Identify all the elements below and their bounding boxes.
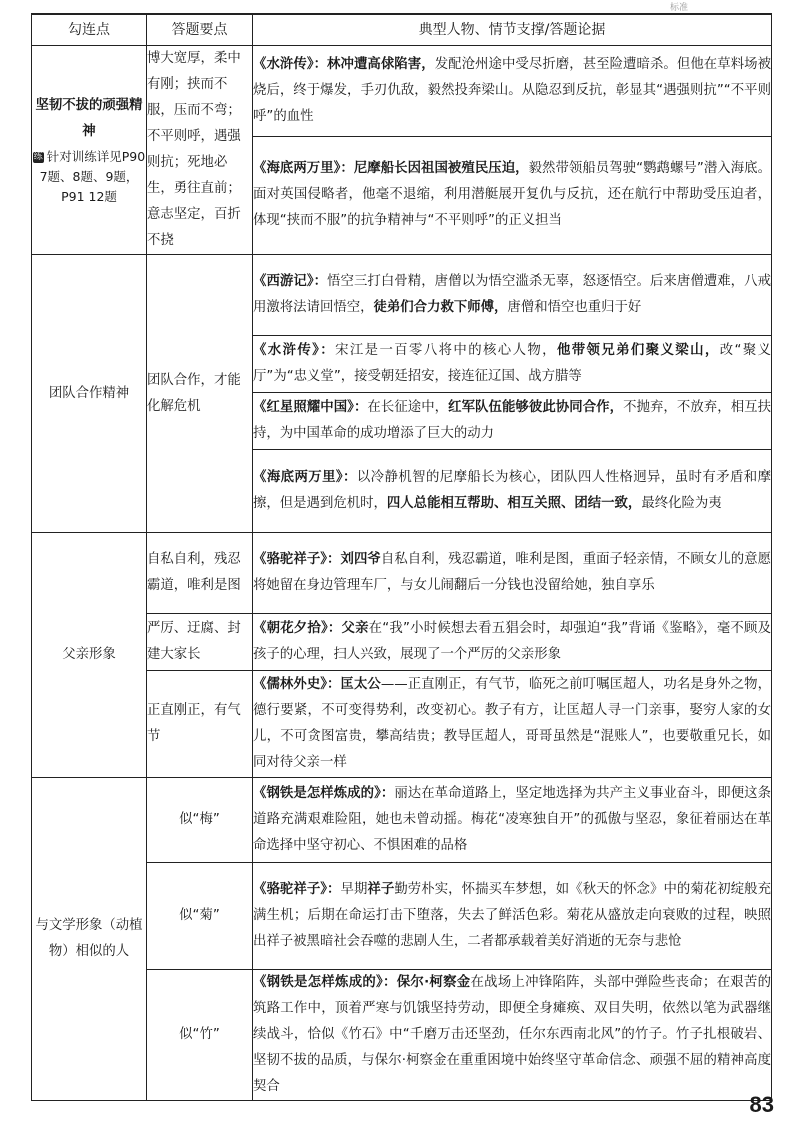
table-row: [32, 533, 772, 614]
header-link-point: 勾连点: [32, 14, 147, 46]
answer-point-cell: 似“竹”: [147, 970, 253, 1101]
link-point-cell: 父亲形象: [32, 533, 147, 778]
evidence-cell: 《朝花夕拾》：父亲在“我”小时候想去看五猖会时，却强迫“我”背诵《鉴略》，毫不顾及孩子的心理，扫人兴致，展现了一个严厉的父亲形象: [253, 614, 772, 671]
evidence-cell: 《骆驼祥子》：早期祥子勤劳朴实，怀揣买车梦想，如《秋天的怀念》中的菊花初绽般充满生机；后期在命运打击下堕落，失去了鲜活色彩。菊花从盛放走向衰败的过程，映照出祥子被黑暗社会吞噬的悲剧人生，二者都承载着美好消逝的无奈与悲怆: [253, 863, 772, 970]
evidence-cell: 《海底两万里》：以冷静机智的尼摩船长为核心，团队四人性格迥异，虽时有矛盾和摩擦，但是遇到危机时，四人总能相互帮助、相互关照、团结一致，最终化险为夷: [253, 450, 772, 533]
answer-point-cell: 似“菊”: [147, 863, 253, 970]
evidence-cell: 《钢铁是怎样炼成的》：保尔·柯察金在战场上冲锋陷阵，头部中弹险些丧命；在艰苦的筑路工作中，顶着严寒与饥饿坚持劳动，即便全身瘫痪、双目失明，依然以笔为武器继续战斗，恰似《竹石》中“千磨万击还坚劲，任尔东西南北风”的竹子。竹子扎根破岩、坚韧不拔的品质，与保尔·柯察金在重重困境中始终坚守革命信念、顽强不屈的精神高度契合: [253, 970, 772, 1101]
evidence-cell: 《钢铁是怎样炼成的》：丽达在革命道路上，坚定地选择为共产主义事业奋斗，即便这条道路充满艰难险阻，她也未曾动摇。梅花“凌寒独自开”的孤傲与坚忍，象征着丽达在革命选择中坚守初心、不惧困难的品格: [253, 778, 772, 863]
table-row: [32, 778, 772, 863]
answer-point-cell: 正直刚正，有气节: [147, 671, 253, 778]
evidence-cell: 《红星照耀中国》：在长征途中，红军队伍能够彼此协同合作，不抛弃，不放弃，相互扶持，为中国革命的成功增添了巨大的动力: [253, 393, 772, 450]
answer-point-cell: 自私自利，残忍霸道，唯利是图: [147, 533, 253, 614]
table-header: [32, 14, 772, 46]
evidence-cell: 《儒林外史》：匡太公——正直刚正，有气节，临死之前叮嘱匡超人，功名是身外之物，德行要紧，不可变得势利，改变初心。教子有方，让匡超人寻一门亲事，娶穷人家的女儿，不可贪图富贵，攀高结贵；教导匡超人，哥哥虽然是“混账人”，也要敬重兄长，如同对待父亲一样: [253, 671, 772, 778]
page-number: 83: [749, 1092, 774, 1117]
link-point-title: 坚韧不拔的顽强精神: [35, 98, 143, 139]
header-answer-point: 答题要点: [147, 14, 253, 46]
evidence-cell: 《西游记》：悟空三打白骨精，唐僧以为悟空滥杀无辜，怒逐悟空。后来唐僧遭难，八戒用激将法请回悟空，徒弟们合力救下师傅，唐僧和悟空也重归于好: [253, 255, 772, 336]
answer-point-cell: 似“梅”: [147, 778, 253, 863]
content-table: [31, 13, 772, 1101]
answer-point-cell: 团队合作，才能化解危机: [147, 255, 253, 533]
practice-note-icon: 练: [33, 152, 43, 162]
answer-point-cell: 严厉、迂腐、封建大家长: [147, 614, 253, 671]
link-point-cell: 团队合作精神: [32, 255, 147, 533]
evidence-cell: 《水浒传》：宋江是一百零八将中的核心人物，他带领兄弟们聚义梁山，改“聚义厅”为“忠义堂”，接受朝廷招安，接连征辽国、战方腊等: [253, 336, 772, 393]
answer-point-cell: 博大宽厚，柔中有刚；挟而不服，压而不弯；不平则呼，遇强则抗；死地必生，勇往直前；意志坚定，百折不挠: [147, 46, 253, 255]
table-row: [32, 255, 772, 336]
evidence-cell: 《海底两万里》：尼摩船长因祖国被殖民压迫，毅然带领船员驾驶“鹦鹉螺号”潜入海底。面对英国侵略者，他毫不退缩，利用潜艇展开复仇与反抗，还在航行中帮助受压迫者，体现“挟而不服”的抗争精神与“不平则呼”的正义担当: [253, 136, 772, 254]
practice-note: 练 针对训练详见P90 7题、8题、9题，P91 12题: [33, 149, 146, 204]
evidence-cell: 《水浒传》：林冲遭高俅陷害，发配沧州途中受尽折磨，甚至险遭暗杀。但他在草料场被烧后，终于爆发，手刃仇敌，毅然投奔梁山。从隐忍到反抗，彰显其“遇强则抗”“不平则呼”的血性: [253, 46, 772, 137]
link-point-cell: [32, 46, 147, 255]
table-row: [32, 46, 772, 137]
evidence-cell: 《骆驼祥子》：刘四爷自私自利，残忍霸道，唯利是图，重面子轻亲情，不顾女儿的意愿将她留在身边管理车厂，与女儿闹翻后一分钱也没留给她，独自享乐: [253, 533, 772, 614]
top-mark: 标准: [669, 3, 688, 13]
link-point-cell: 与文学形象（动植物）相似的人: [32, 778, 147, 1101]
header-evidence: 典型人物、情节支撑/答题论据: [253, 14, 772, 46]
